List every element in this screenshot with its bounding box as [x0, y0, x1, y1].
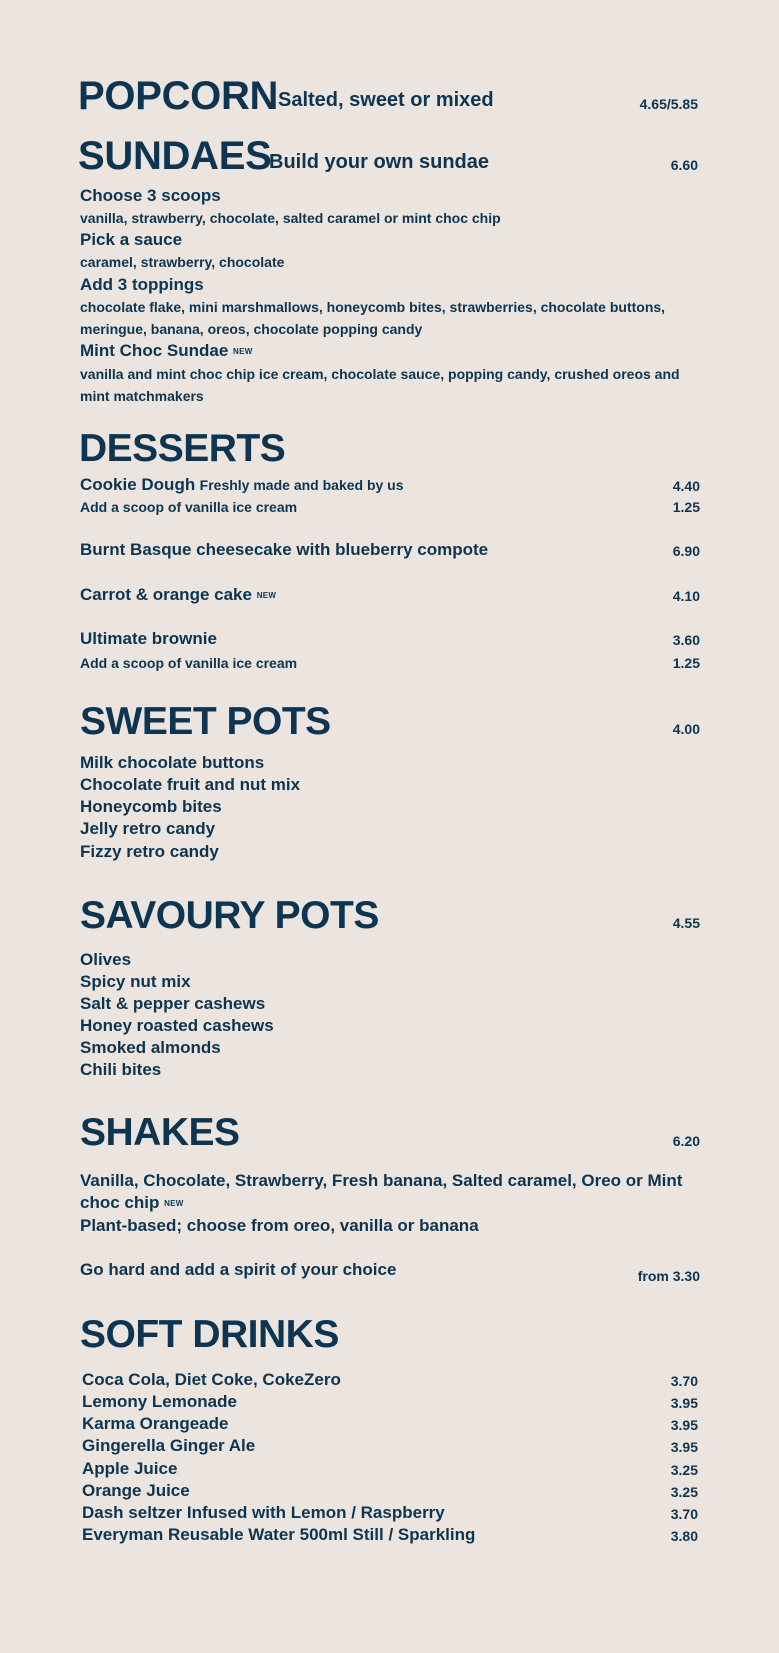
sundae-step-scoops: Choose 3 scoops [80, 186, 221, 205]
list-item: Chocolate fruit and nut mix [80, 775, 301, 794]
sundae-step-sauce: Pick a sauce [80, 230, 183, 249]
shakes-flavours: Vanilla, Chocolate, Strawberry, Fresh banana, Salted caramel, Oreo or Mint [80, 1171, 683, 1190]
savoury-pots-price: 4.55 [672, 915, 700, 931]
sweet-pots-title: SWEET POTS [80, 700, 331, 743]
drink-item: Orange Juice [82, 1481, 190, 1500]
new-badge: NEW [233, 347, 253, 356]
drink-item: Apple Juice [82, 1459, 178, 1478]
drink-price: 3.95 [670, 1439, 698, 1455]
list-item: Salt & pepper cashews [80, 994, 266, 1013]
cookie-dough-addon: Add a scoop of vanilla ice cream [80, 499, 298, 515]
dessert-brownie: Ultimate brownie [80, 629, 217, 648]
dessert-cheesecake: Burnt Basque cheesecake with blueberry compote [80, 540, 489, 559]
shakes-plant-based: Plant-based; choose from oreo, vanilla or banana [80, 1216, 479, 1235]
drink-price: 3.25 [670, 1484, 698, 1500]
savoury-pots-title: SAVOURY POTS [80, 894, 379, 937]
dessert-carrot-cake [80, 585, 276, 605]
sundae-step-toppings: Add 3 toppings [80, 275, 204, 294]
list-item: Smoked almonds [80, 1038, 221, 1057]
drink-price: 3.95 [670, 1395, 698, 1411]
drink-price: 3.25 [670, 1462, 698, 1478]
carrot-cake-price: 4.10 [672, 588, 700, 604]
popcorn-subtitle: Salted, sweet or mixed [278, 89, 494, 111]
new-badge: NEW [164, 1199, 184, 1208]
mint-choc-sundae-desc-2: mint matchmakers [80, 388, 204, 404]
desserts-title: DESSERTS [79, 427, 286, 470]
drink-item: Lemony Lemonade [82, 1392, 237, 1411]
drink-price: 3.80 [670, 1528, 698, 1544]
drink-price: 3.70 [670, 1373, 698, 1389]
list-item: Honey roasted cashews [80, 1016, 274, 1035]
shakes-title: SHAKES [80, 1111, 240, 1154]
sundae-step-toppings-desc-1: chocolate flake, mini marshmallows, honeycomb bites, strawberries, chocolate buttons, [80, 299, 666, 315]
cookie-dough-price: 4.40 [672, 478, 700, 494]
dessert-cookie-dough [80, 475, 404, 495]
cookie-dough-addon-price: 1.25 [672, 499, 700, 515]
list-item: Honeycomb bites [80, 797, 222, 816]
popcorn-title: POPCORN [78, 74, 279, 118]
drink-item: Dash seltzer Infused with Lemon / Raspberry [82, 1503, 445, 1522]
sweet-pots-price: 4.00 [672, 721, 700, 737]
drink-price: 3.70 [670, 1506, 698, 1522]
drink-item: Gingerella Ginger Ale [82, 1436, 256, 1455]
sundae-step-sauce-desc: caramel, strawberry, chocolate [80, 254, 285, 270]
drink-item: Coca Cola, Diet Coke, CokeZero [82, 1370, 341, 1389]
sundaes-price: 6.60 [670, 157, 698, 173]
list-item: Olives [80, 950, 132, 969]
shakes-flavours-cont [80, 1193, 184, 1213]
sundae-step-toppings-desc-2: meringue, banana, oreos, chocolate popping candy [80, 321, 423, 337]
new-badge: NEW [256, 591, 277, 600]
brownie-addon-price: 1.25 [672, 655, 700, 671]
sundae-step-scoops-desc: vanilla, strawberry, chocolate, salted caramel or mint choc chip [80, 210, 501, 226]
popcorn-price: 4.65/5.85 [639, 96, 698, 112]
drink-item: Everyman Reusable Water 500ml Still / Sparkling [82, 1525, 476, 1544]
brownie-addon: Add a scoop of vanilla ice cream [80, 655, 298, 671]
list-item: Chili bites [80, 1060, 162, 1079]
cheesecake-price: 6.90 [672, 543, 700, 559]
mint-choc-sundae [80, 341, 253, 361]
cookie-dough-note: Freshly made and baked by us [199, 477, 404, 493]
mint-choc-sundae-desc-1: vanilla and mint choc chip ice cream, chocolate sauce, popping candy, crushed oreos and [80, 366, 680, 382]
sundaes-subtitle: Build your own sundae [269, 151, 490, 173]
soft-drinks-title: SOFT DRINKS [80, 1313, 339, 1356]
brownie-price: 3.60 [672, 632, 700, 648]
drink-item: Karma Orangeade [82, 1414, 229, 1433]
sundaes-title: SUNDAES [78, 134, 272, 178]
carrot-cake-label: Carrot & orange cake [80, 585, 252, 604]
list-item: Spicy nut mix [80, 972, 191, 991]
shakes-spirit: Go hard and add a spirit of your choice [80, 1260, 397, 1279]
list-item: Milk chocolate buttons [80, 753, 265, 772]
drink-price: 3.95 [670, 1417, 698, 1433]
shakes-spirit-price: from 3.30 [637, 1268, 700, 1284]
shakes-flavours-cont-label: choc chip [80, 1193, 160, 1212]
shakes-price: 6.20 [672, 1133, 700, 1149]
cookie-dough-label: Cookie Dough [80, 475, 196, 494]
list-item: Fizzy retro candy [80, 842, 219, 861]
list-item: Jelly retro candy [80, 819, 216, 838]
mint-choc-sundae-label: Mint Choc Sundae [80, 341, 229, 360]
